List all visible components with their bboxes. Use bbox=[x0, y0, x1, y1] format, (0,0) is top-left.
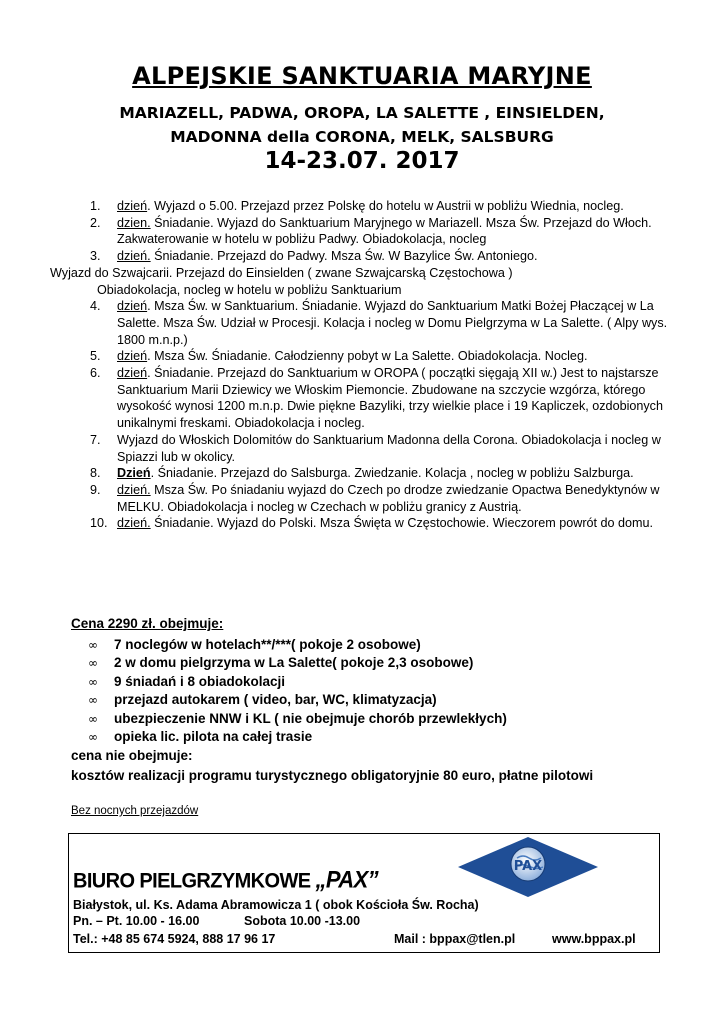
infinity-bullet-icon: ∞ bbox=[88, 693, 98, 708]
infinity-bullet-icon: ∞ bbox=[88, 656, 98, 671]
page-title: ALPEJSKIE SANKTUARIA MARYJNE bbox=[132, 62, 592, 90]
day-text: . Msza Św. w Sanktuarium. Śniadanie. Wyjazd do Sanktuarium Matki Bożej Płaczącej w La Salette. Msza Św. Udział w Procesji. Kolacja i nocleg w Domu Pielgrzyma w La Salette. ( Alpy wys. 1800 m.n.p.) bbox=[117, 299, 668, 347]
phone-numbers: Tel.: +48 85 674 5924, 888 17 96 17 bbox=[73, 932, 276, 946]
infinity-bullet-icon: ∞ bbox=[88, 674, 98, 689]
day-text: . Msza Św. Śniadanie. Całodzienny pobyt w La Salette. Obiadokolacja. Nocleg. bbox=[147, 349, 588, 364]
list-item-text: ubezpieczenie NNW i KL ( nie obejmuje chorób przewlekłych) bbox=[114, 710, 507, 726]
list-item bbox=[88, 636, 648, 654]
day-text: Śniadanie. Wyjazd do Sanktuarium Maryjnego w Mariazell. Msza Św. Przejazd do Włoch. Zakwaterowanie w hotelu w pobliżu Padwy. Obiadokolacja, nocleg bbox=[117, 215, 652, 247]
itinerary-day-2 bbox=[70, 215, 670, 248]
not-included-heading: cena nie obejmuje: bbox=[71, 748, 193, 763]
day-number: 6. bbox=[90, 366, 101, 381]
list-item-text: 2 w domu pielgrzyma w La Salette( pokoje 2,3 osobowe) bbox=[114, 655, 474, 671]
list-item-text: przejazd autokarem ( video, bar, WC, klimatyzacja) bbox=[114, 692, 437, 708]
itinerary-day-1 bbox=[70, 198, 670, 215]
company-brand: „PAX” bbox=[315, 866, 379, 893]
list-item-text: 9 śniadań i 8 obiadokolacji bbox=[114, 673, 286, 689]
day-number: 2. bbox=[90, 215, 101, 230]
day-label: dzień bbox=[117, 299, 148, 314]
day-label: dzień bbox=[117, 349, 148, 364]
destinations-line-2: MADONNA della CORONA, MELK, SALSBURG bbox=[170, 128, 554, 146]
itinerary-day-8 bbox=[70, 465, 670, 482]
email-link[interactable]: Mail : bppax@tlen.pl bbox=[394, 932, 516, 946]
day-text: . Śniadanie. Przejazd do Salsburga. Zwiedzanie. Kolacja , nocleg w pobliżu Salzburga. bbox=[150, 466, 634, 481]
list-item bbox=[88, 673, 648, 691]
day-number: 8. bbox=[90, 466, 101, 481]
price-heading: Cena 2290 zł. obejmuje: bbox=[71, 616, 224, 631]
day-text: . Wyjazd o 5.00. Przejazd przez Polskę do hotelu w Austrii w pobliżu Wiednia, nocleg. bbox=[147, 199, 624, 213]
itinerary-day-9 bbox=[70, 482, 670, 515]
itinerary-day-5 bbox=[70, 348, 670, 365]
list-item bbox=[88, 691, 648, 709]
day-text: Msza Św. Po śniadaniu wyjazd do Czech po drodze zwiedzanie Opactwa Benedyktynów w MELKU. Obiadokolacja i nocleg w Czechach w pobliżu granicy z Austrią. bbox=[117, 482, 660, 514]
day-label: dzien. bbox=[117, 215, 151, 230]
list-item bbox=[88, 728, 648, 746]
day-text: Obiadokolacja, nocleg w hotelu w pobliżu Sanktuarium bbox=[97, 282, 402, 297]
contact-box bbox=[68, 833, 660, 953]
day-text: Wyjazd do Włoskich Dolomitów do Sanktuarium Madonna della Corona. Obiadokolacja i nocleg w Spiazzi lub w okolicy. bbox=[117, 432, 661, 464]
itinerary-list bbox=[50, 198, 670, 532]
day-label: dzień. bbox=[117, 482, 151, 497]
list-item-text: opieka lic. pilota na całej trasie bbox=[114, 728, 313, 744]
day-text: Śniadanie. Wyjazd do Polski. Msza Święta w Częstochowie. Wieczorem powrót do domu. bbox=[150, 516, 654, 531]
pax-logo-icon bbox=[457, 836, 599, 898]
day-number: 1. bbox=[90, 199, 101, 213]
website-link[interactable]: www.bppax.pl bbox=[552, 932, 636, 946]
address: Białystok, ul. Ks. Adama Abramowicza 1 ( obok Kościoła Św. Rocha) bbox=[73, 898, 479, 912]
itinerary-day-6 bbox=[70, 365, 670, 432]
itinerary-day-7 bbox=[70, 432, 670, 465]
not-included-text: kosztów realizacji programu turystycznego obligatoryjnie 80 euro, płatne pilotowi bbox=[71, 768, 594, 783]
list-item-text: 7 noclegów w hotelach**/***( pokoje 2 osobowe) bbox=[114, 637, 421, 652]
day-text: Wyjazd do Szwajcarii. Przejazd do Einsielden ( zwane Szwajcarską Częstochowa ) bbox=[50, 265, 513, 280]
itinerary-day-3 bbox=[70, 248, 670, 265]
day-number: 5. bbox=[90, 349, 101, 364]
itinerary-day-10 bbox=[70, 515, 670, 532]
day-label: Dzień bbox=[117, 466, 151, 481]
price-includes-list bbox=[88, 636, 648, 746]
company-prefix: BIURO PIELGRZYMKOWE bbox=[73, 869, 316, 893]
day-number: 3. bbox=[90, 249, 101, 264]
infinity-bullet-icon: ∞ bbox=[88, 729, 98, 744]
day-number: 4. bbox=[90, 299, 101, 314]
company-name bbox=[73, 866, 378, 894]
day-label: dzień. bbox=[117, 516, 151, 531]
infinity-bullet-icon: ∞ bbox=[88, 711, 98, 726]
logo-text: PAX bbox=[513, 859, 543, 874]
day-text: Śniadanie. Przejazd do Padwy. Msza Św. W Bazylice Św. Antoniego. bbox=[150, 249, 538, 264]
list-item bbox=[88, 654, 648, 672]
day-number: 7. bbox=[90, 432, 101, 447]
day-label: dzień bbox=[117, 199, 148, 213]
no-night-travel-note: Bez nocnych przejazdów bbox=[71, 805, 199, 817]
list-item bbox=[88, 710, 648, 728]
destinations-line-1: MARIAZELL, PADWA, OROPA, LA SALETTE , EINSIELDEN, bbox=[119, 104, 605, 122]
day-number: 9. bbox=[90, 482, 101, 497]
trip-dates: 14-23.07. 2017 bbox=[264, 148, 460, 174]
day-label: dzień. bbox=[117, 249, 151, 264]
day-number: 10. bbox=[90, 516, 108, 531]
hours-weekdays: Pn. – Pt. 10.00 - 16.00 bbox=[73, 914, 200, 928]
day-text: . Śniadanie. Przejazd do Sanktuarium w OROPA ( początki sięgają XII w.) Jest to najstarsze Sanktuarium Marii Dziewicy we Włoskim Piemoncie. Zbudowane na szczycie wzgórza, którego wysokość wynosi 1200 m.n.p. Dwie piękne Bazyliki, trzy wielkie place i 19 Kapliczek, ozdobionych unikalnymi freskami. Obiadokolacja i nocleg. bbox=[117, 366, 663, 431]
day-label: dzień bbox=[117, 366, 148, 381]
infinity-bullet-icon: ∞ bbox=[88, 638, 98, 652]
itinerary-day-3-continuation bbox=[50, 265, 670, 298]
hours-saturday: Sobota 10.00 -13.00 bbox=[244, 914, 361, 928]
itinerary-day-4 bbox=[70, 298, 670, 348]
